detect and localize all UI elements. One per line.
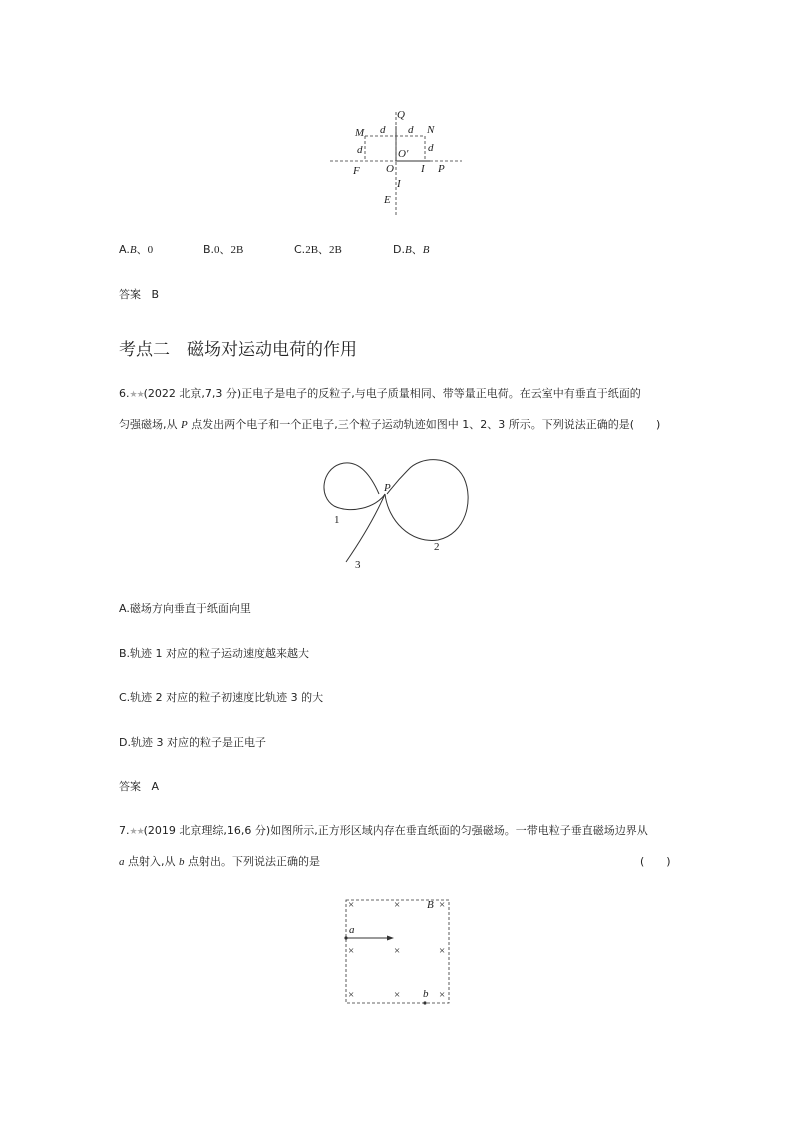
question-text: (2019 北京理综,16,6 分)如图所示,正方形区域内存在垂直纸面的匀强磁场。一带电粒子垂直磁场边界从 bbox=[143, 824, 648, 837]
option-letter: D. bbox=[393, 243, 405, 256]
label-trajectory-3: 3 bbox=[355, 559, 361, 571]
label-I-right: I bbox=[421, 163, 425, 175]
option-value-1: B bbox=[404, 244, 412, 256]
q6-option-a: A.磁场方向垂直于纸面向里 bbox=[119, 602, 251, 615]
q7-answer-paren: ( ) bbox=[640, 855, 671, 868]
label-P: P bbox=[384, 482, 391, 494]
label-F: F bbox=[353, 165, 360, 177]
label-Q: Q bbox=[397, 109, 405, 121]
option-letter: A. bbox=[119, 243, 130, 256]
label-M: M bbox=[355, 127, 365, 139]
field-cross: × bbox=[348, 899, 355, 911]
point-p: P bbox=[181, 419, 188, 431]
point-a-dot bbox=[344, 936, 347, 939]
question-text: (2022 北京,7,3 分)正电子是电子的反粒子,与电子质量相同、带等量正电荷。在云室中有垂直于纸面的 bbox=[143, 387, 641, 400]
option-value-1: 0 bbox=[214, 244, 220, 256]
option-separator: 、 bbox=[219, 243, 231, 256]
field-cross: × bbox=[439, 989, 446, 1001]
point-b-dot bbox=[423, 1001, 426, 1004]
label-trajectory-2: 2 bbox=[434, 541, 440, 553]
point-a: a bbox=[119, 856, 125, 868]
answer-value: B bbox=[151, 288, 160, 301]
label-d-right: d bbox=[428, 142, 434, 154]
label-I-lower: I bbox=[397, 178, 401, 190]
arrow-head-icon bbox=[387, 936, 394, 941]
answer-value: A bbox=[151, 780, 160, 793]
question-text: 点发出两个电子和一个正电子,三个粒子运动轨迹如图中 1、2、3 所示。下列说法正确的是( ) bbox=[187, 418, 661, 431]
label-d-top-left: d bbox=[380, 124, 386, 136]
q6-option-b: B.轨迹 1 对应的粒子运动速度越来越大 bbox=[119, 647, 310, 660]
option-value-1: B bbox=[129, 244, 137, 256]
question-text: 点射入,从 bbox=[124, 855, 179, 868]
answer-label: 答案 bbox=[119, 780, 141, 793]
option-value-2: 2B bbox=[329, 244, 342, 256]
answer-label: 答案 bbox=[119, 288, 141, 301]
label-E: E bbox=[384, 194, 391, 206]
q6-option-d: D.轨迹 3 对应的粒子是正电子 bbox=[119, 736, 266, 749]
option-value-2: 0 bbox=[147, 244, 154, 256]
label-trajectory-1: 1 bbox=[334, 514, 340, 526]
section-title: 考点二 磁场对运动电荷的作用 bbox=[119, 340, 357, 360]
difficulty-stars-icon: ★★ bbox=[129, 827, 144, 837]
option-separator: 、 bbox=[411, 243, 423, 256]
option-letter: C. bbox=[294, 243, 306, 256]
field-cross: × bbox=[348, 989, 355, 1001]
question-text: 匀强磁场,从 bbox=[119, 418, 181, 431]
label-d-top-right: d bbox=[408, 124, 414, 136]
label-N: N bbox=[427, 124, 435, 136]
option-value-1: 2B bbox=[305, 244, 319, 256]
question-number: 6. bbox=[119, 387, 130, 400]
option-separator: 、 bbox=[318, 243, 330, 256]
field-cross: × bbox=[439, 899, 446, 911]
option-letter: B. bbox=[203, 243, 215, 256]
difficulty-stars-icon: ★★ bbox=[129, 390, 144, 400]
field-cross: × bbox=[394, 989, 401, 1001]
question-number: 7. bbox=[119, 824, 130, 837]
label-B: B bbox=[427, 899, 434, 911]
q6-option-c: C.轨迹 2 对应的粒子初速度比轨迹 3 的大 bbox=[119, 691, 324, 704]
field-cross: × bbox=[394, 899, 401, 911]
label-O: O bbox=[386, 163, 394, 175]
question-text: 点射出。下列说法正确的是 bbox=[184, 855, 320, 868]
field-cross: × bbox=[348, 945, 355, 957]
label-a: a bbox=[349, 924, 355, 936]
label-d-left: d bbox=[357, 144, 363, 156]
label-b: b bbox=[423, 988, 429, 1000]
option-separator: 、 bbox=[136, 243, 148, 256]
point-b: b bbox=[179, 856, 185, 868]
field-cross: × bbox=[439, 945, 446, 957]
field-cross: × bbox=[394, 945, 401, 957]
option-value-2: 2B bbox=[230, 244, 244, 256]
option-value-2: B bbox=[422, 244, 430, 256]
label-O-prime: O′ bbox=[398, 148, 409, 160]
label-P: P bbox=[438, 163, 445, 175]
